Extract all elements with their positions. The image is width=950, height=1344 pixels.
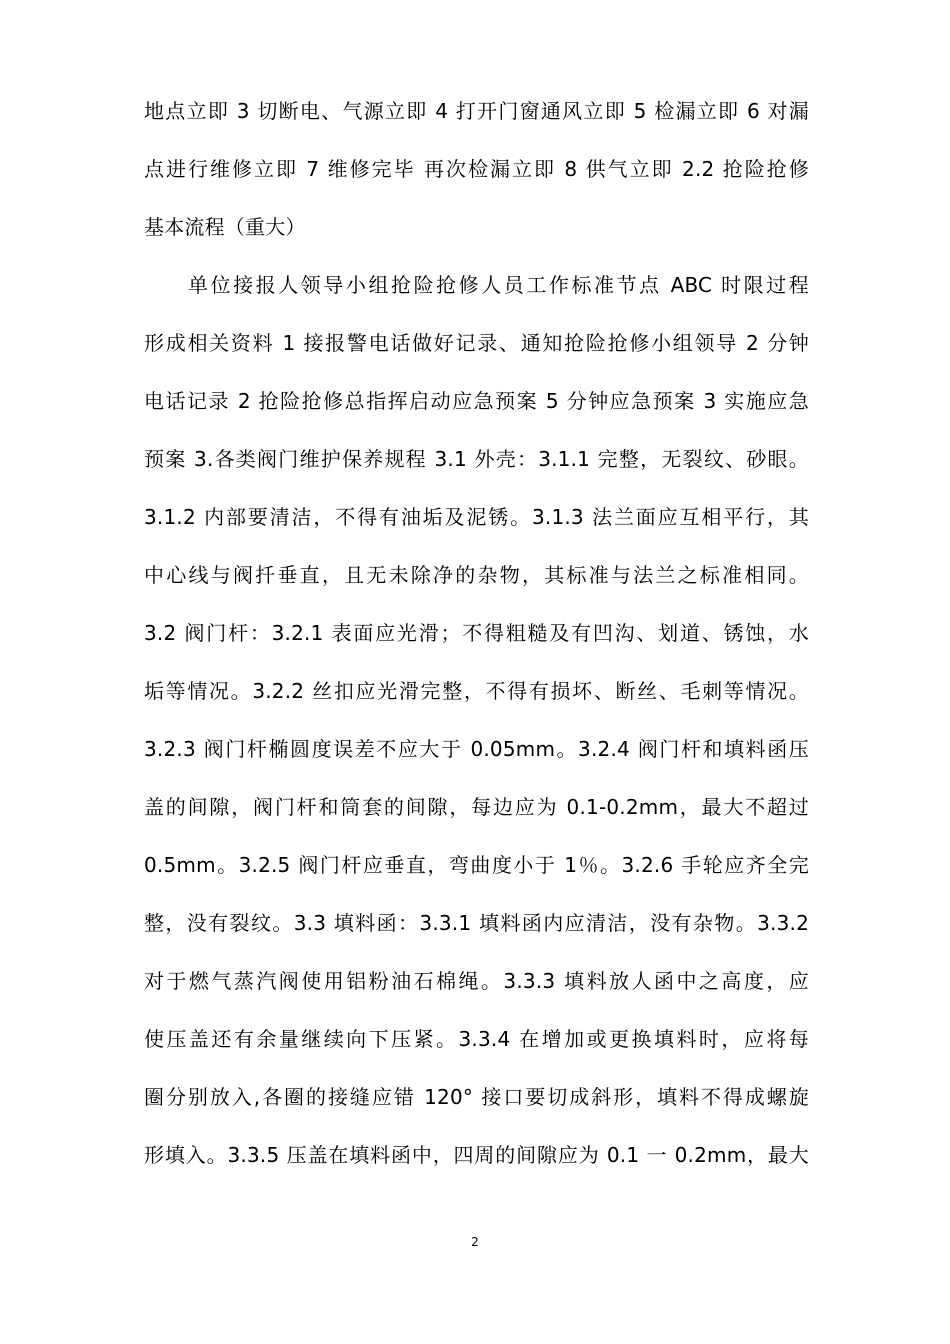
paragraph-first-line: 单位接报人领导小组抢险抢修人员工作标准节点 ABC 时限过程 — [188, 273, 809, 297]
page-number: 2 — [471, 1235, 479, 1249]
text-line: 点进行维修立即 7 维修完毕 再次检漏立即 8 供气立即 2.2 抢险抢修 — [144, 157, 809, 181]
text-line: 圈分别放入,各圈的接缝应错 120° 接口要切成斜形，填料不得成螺旋 — [144, 1085, 809, 1109]
text-line: 对于燃气蒸汽阀使用铝粉油石棉绳。3.3.3 填料放人函中之高度，应 — [144, 969, 809, 993]
text-line: 基本流程（重大） — [144, 215, 306, 239]
text-line: 中心线与阀扦垂直，且无未除净的杂物，其标准与法兰之标准相同。 — [144, 563, 809, 587]
text-line: 3.1.2 内部要清洁，不得有油垢及泥锈。3.1.3 法兰面应互相平行，其 — [144, 505, 809, 529]
text-line: 形成相关资料 1 接报警电话做好记录、通知抢险抢修小组领导 2 分钟 — [144, 331, 809, 355]
text-line: 3.2.3 阀门杆椭圆度误差不应大于 0.05mm。3.2.4 阀门杆和填料函压 — [144, 737, 809, 761]
text-line: 预案 3.各类阀门维护保养规程 3.1 外壳：3.1.1 完整，无裂纹、砂眼。 — [144, 447, 809, 471]
text-line: 形填入。3.3.5 压盖在填料函中，四周的间隙应为 0.1 一 0.2mm，最大 — [144, 1143, 809, 1167]
text-line: 使压盖还有余量继续向下压紧。3.3.4 在增加或更换填料时，应将每 — [144, 1027, 809, 1051]
text-line: 整，没有裂纹。3.3 填料函：3.3.1 填料函内应清洁，没有杂物。3.3.2 — [144, 911, 809, 935]
text-line: 0.5mm。3.2.5 阀门杆应垂直，弯曲度小于 1％。3.2.6 手轮应齐全完 — [144, 853, 809, 877]
text-line: 盖的间隙，阀门杆和筒套的间隙，每边应为 0.1-0.2mm，最大不超过 — [144, 795, 809, 819]
text-line: 垢等情况。3.2.2 丝扣应光滑完整，不得有损坏、断丝、毛刺等情况。 — [144, 679, 809, 703]
text-line: 地点立即 3 切断电、气源立即 4 打开门窗通风立即 5 检漏立即 6 对漏 — [144, 99, 809, 123]
text-line: 3.2 阀门杆：3.2.1 表面应光滑；不得粗糙及有凹沟、划道、锈蚀，水 — [144, 621, 809, 645]
text-line: 电话记录 2 抢险抢修总指挥启动应急预案 5 分钟应急预案 3 实施应急 — [144, 389, 809, 413]
